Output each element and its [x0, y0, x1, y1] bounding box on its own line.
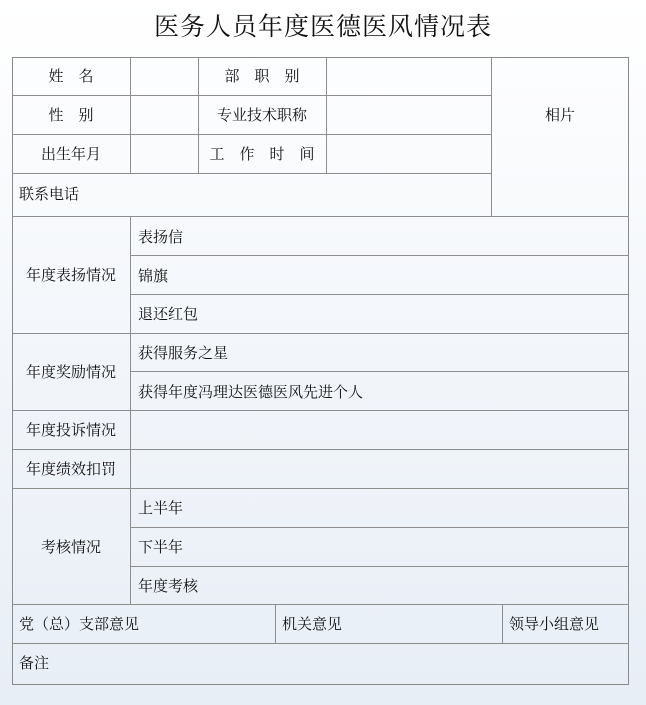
praise-section-label: 年度表扬情况: [25, 266, 116, 284]
row-divider: [12, 449, 629, 450]
praise-item: 表扬信: [138, 228, 184, 246]
assessment-item: 下半年: [138, 538, 184, 556]
row-divider: [130, 294, 629, 295]
name-label: 姓 名: [48, 67, 94, 85]
praise-item: 退还红包: [138, 305, 199, 323]
row-divider: [12, 95, 491, 96]
col-divider: [491, 57, 492, 216]
work-time-label: 工 作 时 间: [209, 145, 315, 163]
row-divider: [12, 488, 629, 489]
photo-label: 相片: [544, 106, 575, 124]
row-divider: [12, 333, 629, 334]
assessment-item: 上半年: [138, 499, 184, 517]
row-divider: [130, 371, 629, 372]
row-divider: [12, 173, 491, 174]
party-branch-opinion-label: 党（总）支部意见: [19, 615, 140, 633]
col-divider: [275, 604, 276, 643]
professional-title-label: 专业技术职称: [216, 106, 307, 124]
deduction-section-label: 年度绩效扣罚: [25, 460, 116, 478]
department-title-label: 部 职 别: [224, 67, 300, 85]
col-divider: [502, 604, 503, 643]
birth-date-label: 出生年月: [40, 145, 101, 163]
row-divider: [12, 643, 629, 644]
gender-label: 性 别: [48, 106, 94, 124]
row-divider: [12, 604, 629, 605]
award-section-label: 年度奖励情况: [25, 363, 116, 381]
phone-label: 联系电话: [19, 185, 80, 203]
row-divider: [130, 527, 629, 528]
row-divider: [130, 255, 629, 256]
col-divider: [130, 57, 131, 173]
praise-item: 锦旗: [138, 267, 169, 285]
complaint-section-label: 年度投诉情况: [25, 421, 116, 439]
row-divider: [12, 216, 629, 217]
assessment-section-label: 考核情况: [40, 538, 101, 556]
assessment-item: 年度考核: [138, 577, 199, 595]
page-title: 医务人员年度医德医风情况表: [153, 12, 492, 41]
col-divider: [326, 57, 327, 173]
row-divider: [12, 134, 491, 135]
award-item: 获得年度冯理达医德医风先进个人: [138, 383, 364, 401]
remarks-label: 备注: [19, 654, 50, 672]
leader-group-opinion-label: 领导小组意见: [509, 615, 600, 633]
row-divider: [130, 566, 629, 567]
office-opinion-label: 机关意见: [282, 615, 343, 633]
row-divider: [12, 410, 629, 411]
award-item: 获得服务之星: [138, 344, 229, 362]
col-divider: [130, 216, 131, 604]
